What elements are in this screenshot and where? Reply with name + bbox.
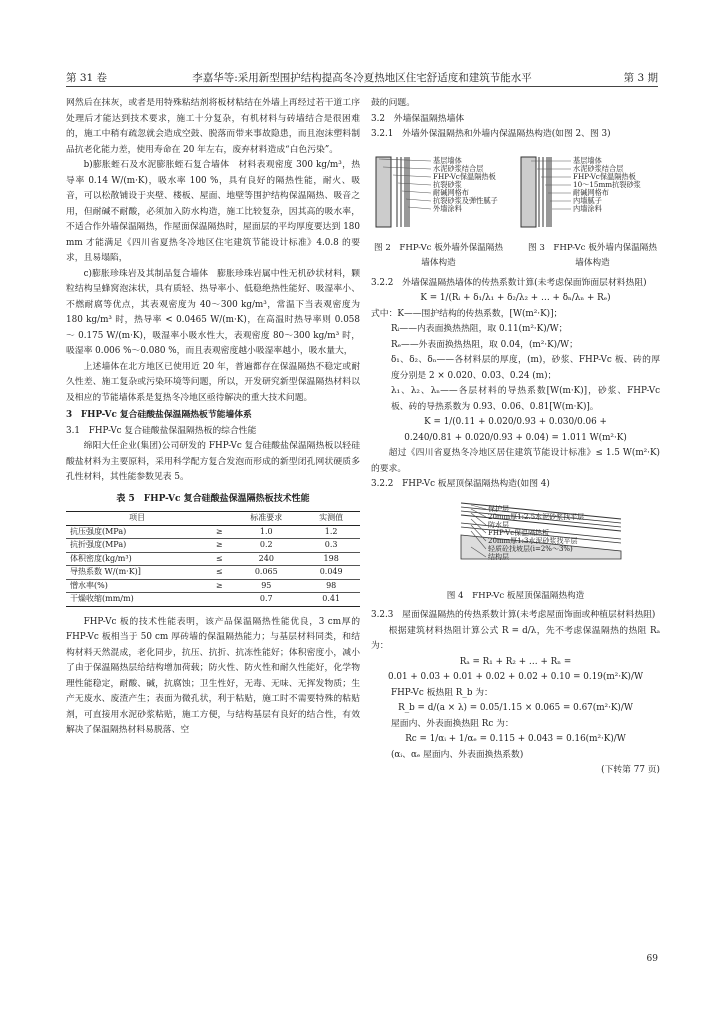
table-cell-req: 1.0 <box>230 525 302 539</box>
table-header: 实测值 <box>302 512 360 526</box>
table-cell-op: ≥ <box>208 525 230 539</box>
table-row <box>66 579 360 593</box>
section-heading: 3 FHP-Vc 复合硅酸盐保温隔热板节能墙体系 <box>66 410 252 420</box>
paragraph: FHP-Vc 板的技术性能表明，该产品保温隔热性能优良，3 cm厚的 FHP-Vc 板相当于 50 cm 厚砖墙的保温隔热能力；与基层材料同类，和结构材料天然混成，老化同步，抗压、抗折、抗冻性能好；体积密度小，减小了由于保温隔热层给结构增加荷载；防火性、防火性和耐久性能好，化学物理性能稳定，耐酸、碱，抗腐蚀；卫生性好，无毒、无味、无挥发物质；生产无废水、废渣产生；表面为微孔状，利于粘贴，施工时不需要特殊的粘贴剂，可直接用水泥砂浆粘贴，施工方便，与结构基层有良好的结合性，有效解决了保温隔热材料易脱落、空 <box>66 616 360 735</box>
text-line: 屋面内、外表面换热阻 Rc 为： <box>391 718 514 729</box>
table-header: 标准要求 <box>230 512 302 526</box>
subsection-heading: 3.1 FHP-Vc 复合硅酸盐保温隔热板的综合性能 <box>66 425 257 436</box>
table-cell-req: 95 <box>230 579 302 593</box>
figure-3-labels <box>573 156 641 213</box>
table-cell-val: 1.2 <box>302 525 360 539</box>
figure-label: 耐碱网格布 <box>433 187 469 197</box>
wall-section-diagrams <box>371 147 660 239</box>
header-issue: 第 3 期 <box>623 72 658 84</box>
table-title: 表 5 FHP-Vc 复合硅酸盐保温隔热板技术性能 <box>116 493 310 504</box>
left-column <box>66 96 360 739</box>
table-cell-name: 抗折强度(MPa) <box>66 539 208 553</box>
table-cell-val: 0.3 <box>302 539 360 553</box>
figure-label: 水泥砂浆结合层 <box>573 163 624 173</box>
figure-4-labels <box>488 504 584 561</box>
figure-3-caption: 图 3 FHP-Vc 板外墙内保温隔热墙体构造 <box>528 242 657 268</box>
table-cell-req: 240 <box>230 552 302 566</box>
table-row <box>66 593 360 607</box>
figure-4 <box>371 493 660 589</box>
spec-table <box>66 511 360 607</box>
equation: 0.01 + 0.03 + 0.01 + 0.02 + 0.02 + 0.10 = 0.19(m²·K)/W <box>388 672 643 682</box>
equation: Rc = 1/αᵢ + 1/αₑ = 0.115 + 0.043 = 0.16(m²·K)/W <box>405 734 626 744</box>
figure-label: FHP-Vc保温隔热板 <box>573 171 636 181</box>
table-row <box>66 539 360 553</box>
continued-note: (下转第 77 页) <box>601 765 660 775</box>
text-line: FHP-Vc 板热阻 R_b 为： <box>391 687 493 698</box>
figure-label: 外墙涂料 <box>433 203 462 213</box>
figure-label: 结构层 <box>488 552 509 561</box>
figure-label: 抗裂砂浆及弹性腻子 <box>433 195 498 205</box>
subsection-heading: 3.2.2 FHP-Vc 板屋顶保温隔热构造(如图 4) <box>371 479 550 489</box>
paragraph: 超过《四川省夏热冬冷地区居住建筑节能设计标准》≤ 1.5 W(m²·K)的要求。 <box>371 448 660 474</box>
subsection-heading: 3.2 外墙保温隔热墙体 <box>371 113 465 124</box>
figure-2-labels <box>433 156 498 213</box>
equation: Rₐ = R₁ + R₂ + … + Rₙ = <box>459 656 572 667</box>
table-cell-op: ≥ <box>208 579 230 593</box>
page-number: 69 <box>646 954 658 964</box>
paragraph: 绵阳大任企业(集团)公司研发的 FHP-Vc 复合硅酸盐保温隔热板以轻硅酸盐材料为主要原料，采用科学配方复合发泡而形成的新型闭孔网状硬质多孔性材料，其性能参数见表 5。 <box>66 441 360 482</box>
equation: R_b = d/(a × λ) = 0.05/1.15 × 0.065 = 0.67(m²·K)/W <box>398 703 633 713</box>
equation: K = 1/(Rᵢ + δ₁/λ₁ + δ₂/λ₂ + … + δₙ/λₙ + Rₑ) <box>420 293 611 303</box>
header-volume: 第 31 卷 <box>66 72 108 84</box>
figure-label: 20mm厚1:2.5水泥砂浆找平层 <box>488 512 585 521</box>
paragraph: 网然后在抹灰，或者是用特殊粘结剂将板材粘结在外墙上再经过若干道工序处理后才能达到技术要求，施工十分复杂，有机材料与砖墙结合是很困难的，施工中稍有疏忽就会造成空鼓、脱落而带来事故隐患，而且泡沫塑料制品抗老化能力差，使用寿命在 20 年左右，废弃材料造成“白色污染”。 <box>66 98 360 155</box>
definition: Rₑ——外表面换热热阻，取 0.04，(m²·K)/W； <box>391 339 578 350</box>
figure-label: 耐碱网格布 <box>573 187 609 197</box>
subsection-heading: 3.2.2 外墙保温隔热墙体的传热系数计算(未考虑保面饰面层材料热阻) <box>371 277 647 288</box>
table-row <box>66 566 360 580</box>
figure-label: 轻质砼找坡层(i=2%～3%) <box>488 544 573 553</box>
subsection-heading: 3.2.1 外墙外保温隔热和外墙内保温隔热构造(如图 2、图 3) <box>371 129 611 139</box>
right-column <box>371 96 660 779</box>
table-cell-name: 导热系数 W/(m·K)] <box>66 566 208 580</box>
table-cell-name: 抗压强度(MPa) <box>66 525 208 539</box>
text-line: (αᵢ、αₑ 屋面内、外表面换热系数) <box>391 749 524 760</box>
table-cell-req: 0.2 <box>230 539 302 553</box>
figure-label: 基层墙体 <box>573 155 602 165</box>
table-cell-name: 体积密度(kg/m³) <box>66 552 208 566</box>
figure-2-caption: 图 2 FHP-Vc 板外墙外保温隔热墙体构造 <box>374 242 503 268</box>
paragraph: c)膨胀珍珠岩及其制品复合墙体 膨胀珍珠岩属中性无机砂状材料，颗粒结构呈蜂窝泡沫状，具有质轻、热导率小、低稳绝热性能好、吸湿率小、不燃耐腐等优点，其表观密度为 40～300 kg/m³，常温下当表观密度为 180 kg/m³ 时，热导率 < 0.0465 W/(m·K)，在高温时热导率则 0.058 ～ 0.175 W/(m·K)，吸湿率小吸水性大，表观密度 80～300 kg/m³ 时，吸湿率 0.006 %～0.080 %，而且表观密度越小吸湿率越小，吸水量大， <box>66 268 360 356</box>
table-cell-op <box>208 593 230 607</box>
figure-label: 20mm厚1:3水泥砂浆找平层 <box>488 536 578 545</box>
table-cell-val: 0.41 <box>302 593 360 607</box>
paragraph: 根据建筑材料热阻计算公式 R = d/λ，先不考虑保温隔热的热阻 Rₐ 为： <box>371 625 660 651</box>
figure-3-drawing <box>521 157 571 227</box>
table-cell-val: 0.049 <box>302 566 360 580</box>
figure-label: FHP-Vc保温隔热板 <box>488 528 550 537</box>
table-cell-op: ≥ <box>208 539 230 553</box>
definition: λ₁、λ₂、λₙ——各层材料的导热系数[W(m·K)]，砂浆、FHP-Vc 板、砖的导热系数为 0.93、0.06、0.81[W(m·K)]。 <box>391 386 660 412</box>
paragraph: b)膨胀蛭石及水泥膨胀蛭石复合墙体 材料表观密度 300 kg/m³，热导率 0.14 W/(m·K)，吸水率 100 %，具有良好的隔热性能，耐火、吸音，可以松散铺设于夹壁、楼板、屋面、地壁等围护结构保温隔热、吸音之用，但耐碱不耐酸，必须加入防水构造，施工比较复杂，因其高的吸水率，不适合作外墙保温隔热，作屋面保温隔热时，屋面层的平均厚度要达到 180 mm 才能满足《四川省夏热冬冷地区住宅建筑节能设计标准》4.0.8 的要求，且易塌陷， <box>66 160 360 263</box>
table-row <box>66 552 360 566</box>
figure-label: 防水层 <box>488 520 509 529</box>
figure-label: 基层墙体 <box>433 155 462 165</box>
figure-2-drawing <box>376 157 431 227</box>
figure-label: 抗裂砂浆 <box>433 179 462 189</box>
table-cell-op: ≤ <box>208 566 230 580</box>
header-title: 李嘉华等:采用新型围护结构提高冬冷夏热地区住宅舒适度和建筑节能水平 <box>192 72 532 84</box>
figure-label: 水泥砂浆结合层 <box>433 163 484 173</box>
figure-label: 保护层 <box>488 504 509 513</box>
figure-label: 内墙涂料 <box>573 203 602 213</box>
definition: 式中：K——围护结构的传热系数，[W(m²·K)]； <box>371 308 563 319</box>
table-cell-req: 0.7 <box>230 593 302 607</box>
figure-label: 10～15mm抗裂砂浆 <box>573 179 641 189</box>
definition: δ₁、δ₂、δₙ——各材料层的厚度，(m)，砂浆、FHP-Vc 板、砖的厚度分别是 2 × 0.020、0.03、0.24 (m)； <box>391 355 660 381</box>
figure-label: FHP-Vc保温隔热板 <box>433 171 496 181</box>
figure-2-3 <box>371 147 660 239</box>
equation: 0.240/0.81 + 0.020/0.93 + 0.04) = 1.011 W(m²·K) <box>404 432 627 443</box>
running-header <box>66 68 658 87</box>
table-row <box>66 525 360 539</box>
roof-section-diagram <box>371 493 660 589</box>
subsection-heading: 3.2.3 屋面保温隔热的传热系数计算(未考虑屋面饰面或种植层材料热阻) <box>371 610 656 620</box>
table-header <box>208 512 230 526</box>
paragraph: 鼓的问题。 <box>371 98 415 108</box>
equation: K = 1/(0.11 + 0.020/0.93 + 0.030/0.06 + <box>424 417 607 427</box>
table-cell-name: 憎水率(%) <box>66 579 208 593</box>
figure-4-caption: 图 4 FHP-Vc 板屋顶保温隔热构造 <box>446 590 585 601</box>
table-cell-name: 干燥收缩(mm/m) <box>66 593 208 607</box>
table-cell-req: 0.065 <box>230 566 302 580</box>
table-cell-op: ≤ <box>208 552 230 566</box>
table-header: 项目 <box>66 512 208 526</box>
paragraph: 上述墙体在北方地区已使用近 20 年，普遍都存在保温隔热不稳定或耐久性差、施工复杂或污染环境等问题，所以，开发研究新型保温隔热材料以及相应的节能墙体系是复热冬冷地区亟待解决的重大技术问题。 <box>66 361 360 403</box>
figure-label: 内墙腻子 <box>573 195 602 205</box>
table-cell-val: 98 <box>302 579 360 593</box>
table-cell-val: 198 <box>302 552 360 566</box>
definition: Rᵢ——内表面换热热阻，取 0.11(m²·K)/W； <box>391 324 568 334</box>
